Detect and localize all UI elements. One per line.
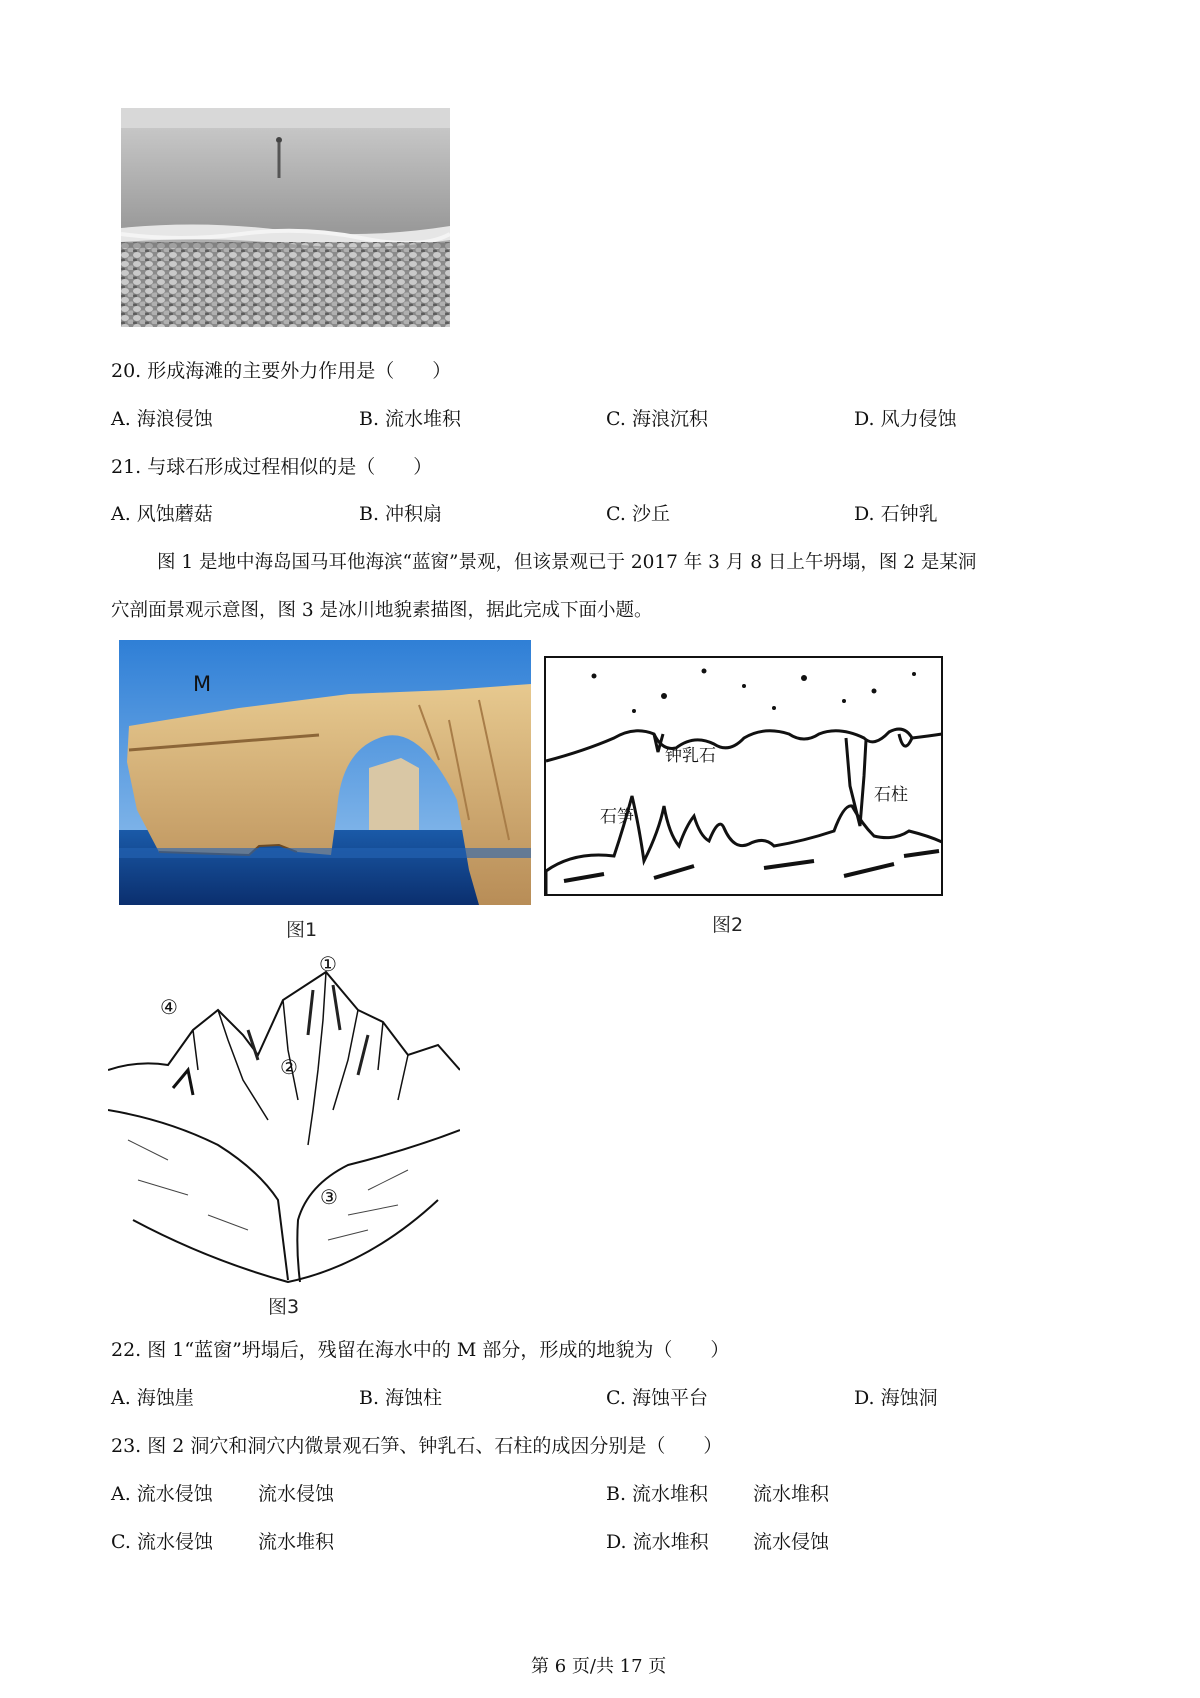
page-footer: 第 6 页/共 17 页 xyxy=(531,1656,667,1677)
beach-photo xyxy=(121,108,450,327)
q20-option-c: C. 海浪沉积 xyxy=(606,408,708,430)
q23-option-a-value: 流水侵蚀 xyxy=(258,1483,335,1505)
q21-option-c: C. 沙丘 xyxy=(606,503,670,525)
q23-option-d-value: 流水侵蚀 xyxy=(753,1531,830,1553)
figure-3-marker-3: ③ xyxy=(320,1185,338,1209)
intro-line-2: 穴剖面景观示意图，图 3 是冰川地貌素描图，据此完成下面小题。 xyxy=(111,600,653,621)
q22-option-c: C. 海蚀平台 xyxy=(606,1387,708,1409)
figure-2-label-stalagmite: 石笋 xyxy=(600,807,634,827)
figure-3-marker-1: ① xyxy=(319,952,337,976)
figure-2-diagram xyxy=(544,656,943,896)
q21-option-a: A. 风蚀蘑菇 xyxy=(111,503,213,525)
q23-option-b: B. 流水堆积 xyxy=(606,1483,709,1505)
question-23-stem: 23. 图 2 洞穴和洞穴内微景观石笋、钟乳石、石柱的成因分别是（ ） xyxy=(111,1435,723,1457)
q22-option-a: A. 海蚀崖 xyxy=(111,1387,194,1409)
figure-2-caption: 图2 xyxy=(712,914,744,936)
figure-1-photo xyxy=(119,640,531,905)
figure-3-caption: 图3 xyxy=(268,1296,300,1318)
question-20-stem: 20. 形成海滩的主要外力作用是（ ） xyxy=(111,360,452,382)
question-22-stem: 22. 图 1“蓝窗”坍塌后，残留在海水中的 M 部分，形成的地貌为（ ） xyxy=(111,1339,730,1361)
q22-option-b: B. 海蚀柱 xyxy=(359,1387,443,1409)
q21-option-b: B. 冲积扇 xyxy=(359,503,443,525)
q20-option-d: D. 风力侵蚀 xyxy=(854,408,957,430)
figure-1-caption: 图1 xyxy=(286,919,318,941)
q23-option-d: D. 流水堆积 xyxy=(606,1531,709,1553)
q20-option-a: A. 海浪侵蚀 xyxy=(111,408,213,430)
q23-option-c: C. 流水侵蚀 xyxy=(111,1531,213,1553)
figure-3-sketch xyxy=(108,952,460,1290)
figure-2-label-stalactite: 钟乳石 xyxy=(665,746,716,766)
q21-option-d: D. 石钟乳 xyxy=(854,503,938,525)
q23-option-c-value: 流水堆积 xyxy=(258,1531,335,1553)
q22-option-d: D. 海蚀洞 xyxy=(854,1387,938,1409)
intro-line-1: 图 1 是地中海岛国马耳他海滨“蓝窗”景观，但该景观已于 2017 年 3 月 8 日上午坍塌，图 2 是某洞 xyxy=(157,552,977,573)
question-21-stem: 21. 与球石形成过程相似的是（ ） xyxy=(111,456,433,478)
figure-2-label-column: 石柱 xyxy=(874,785,908,805)
q23-option-b-value: 流水堆积 xyxy=(753,1483,830,1505)
figure-1-label-m: M xyxy=(193,672,212,696)
figure-3-marker-2: ② xyxy=(280,1055,298,1079)
q23-option-a: A. 流水侵蚀 xyxy=(111,1483,213,1505)
figure-3-marker-4: ④ xyxy=(160,995,178,1019)
q20-option-b: B. 流水堆积 xyxy=(359,408,462,430)
